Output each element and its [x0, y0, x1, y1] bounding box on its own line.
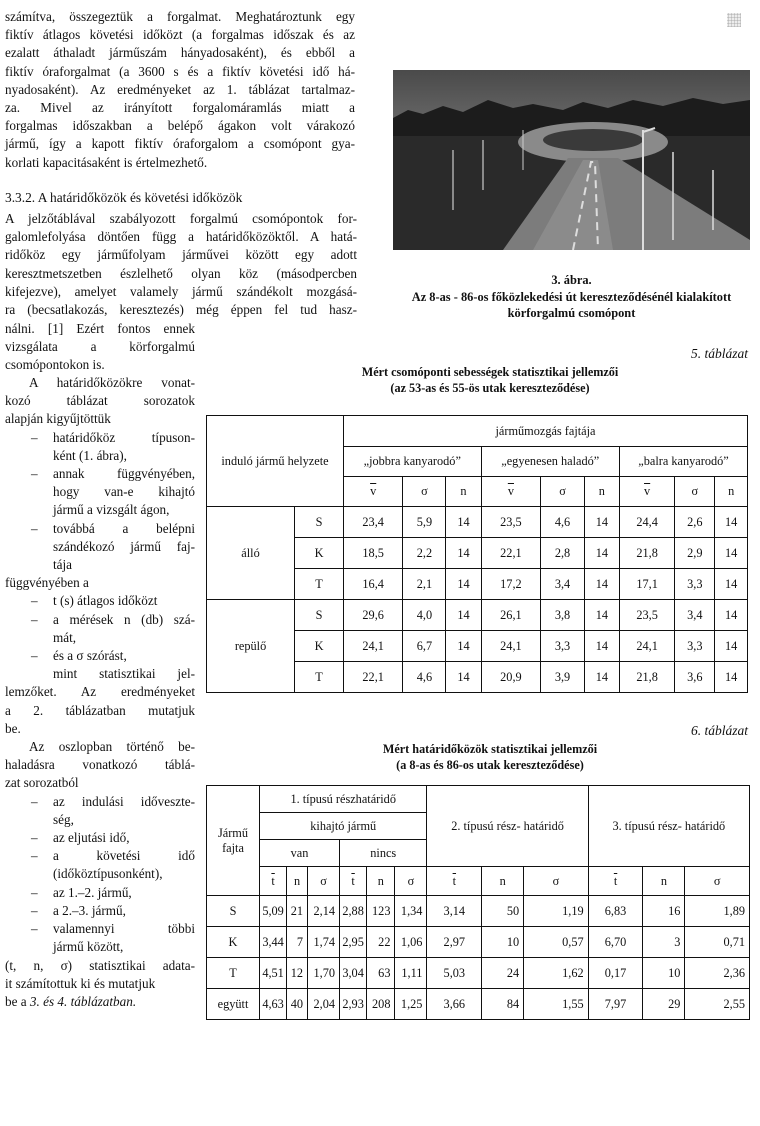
lc-item3-text: az 1.–2. jármű, [53, 884, 132, 900]
list-dash: – [31, 830, 38, 846]
table5-cell: 21,8 [620, 538, 675, 569]
table6-type1: 1. típusú részhatáridő [260, 786, 427, 813]
table5-cell: 21,8 [620, 662, 675, 693]
lc-para2: lemzőket. Az eredményeket [5, 684, 195, 700]
table6-cell: 84 [482, 989, 524, 1020]
lc-item1 [5, 520, 195, 538]
table5-row-code: T [295, 662, 344, 693]
table5-cell: 24,1 [620, 631, 675, 662]
table5-cell: 17,1 [620, 569, 675, 600]
lc-item2 [5, 647, 195, 665]
table6-cell: 16 [643, 896, 685, 927]
section-narrow-line: vizsgálata a körforgalmú [5, 339, 195, 355]
table5-cell: 14 [584, 600, 619, 631]
table5-row-code: T [295, 569, 344, 600]
table5-cell: 23,4 [344, 507, 403, 538]
lc-item3-text: az indulási időveszte- [53, 793, 195, 809]
table5-sub-label: σ [675, 477, 715, 507]
table6-sub-label: n [367, 867, 395, 896]
table6-cell: 2,36 [685, 958, 750, 989]
section-narrow-line: nálni. [1] Ezért fontos ennek [5, 321, 195, 336]
left-column-text [5, 374, 195, 1011]
table6-cell: 6,70 [588, 927, 643, 958]
lc-final: it számítottuk ki és mutatjuk [5, 975, 156, 991]
lc-item1-text: annak függvényében, [53, 466, 195, 482]
table5-cell: 26,1 [481, 600, 541, 631]
table-row [207, 927, 750, 958]
table6-cell: 0,17 [588, 958, 643, 989]
lc-final: (t, n, σ) statisztikai adata- [5, 957, 195, 973]
figure-caption-line1: Az 8-as - 86-os főközlekedési út kereszteződésénél kialakított [411, 289, 732, 304]
table5-cell: 24,1 [344, 631, 403, 662]
lc-item2 [5, 611, 195, 629]
table6-sub-label: $\overline{t}$ [260, 867, 287, 896]
lc-para2: mint statisztikai jel- [53, 666, 195, 682]
section-line: galomlefolyása döntően függ a határidőközöktől. A hatá- [5, 229, 357, 245]
table5-row-code: K [295, 538, 344, 569]
lc-item1-text: ként (1. ábra), [53, 447, 127, 463]
list-dash: – [31, 921, 38, 937]
section-line: kifejezve), amelyet valamely jármű szándékolt mozgásá- [5, 283, 357, 299]
table5-cell: 2,8 [541, 538, 584, 569]
list-dash: – [31, 793, 38, 809]
table5-cell: 14 [446, 600, 481, 631]
table6-header-row1 [207, 786, 750, 813]
table6 [206, 785, 750, 1020]
table6-row-code: T [207, 958, 260, 989]
lc-item1 [5, 538, 195, 556]
table5-cell: 14 [446, 507, 481, 538]
table5-cell: 2,1 [403, 569, 446, 600]
table5-cell: 14 [584, 538, 619, 569]
section-heading: 3.3.2. A határidőközök és követési időközök [5, 190, 243, 205]
table5-cell: 14 [584, 569, 619, 600]
table5-cell: 2,2 [403, 538, 446, 569]
table6-cell: 1,34 [395, 896, 427, 927]
table6-cell: 22 [367, 927, 395, 958]
table6-cell: 1,89 [685, 896, 750, 927]
table5-cell: 14 [715, 662, 748, 693]
list-dash: – [31, 520, 38, 536]
table6-number: 6. táblázat [690, 723, 748, 738]
table-row [207, 958, 750, 989]
table6-sub-label: $\overline{t}$ [427, 867, 482, 896]
table5-cell: 3,3 [675, 569, 715, 600]
lc-final-italic: 3. és 4. táblázatban. [29, 993, 137, 1009]
section-line: ra (becsatlakozás, keresztezés) még éppen fel tud hasz- [5, 302, 357, 318]
lc-item1-text: tája [53, 557, 73, 573]
table5-block-label: repülő [207, 600, 295, 693]
table5-cell: 23,5 [481, 507, 541, 538]
table6-cell: 1,25 [395, 989, 427, 1020]
lc-item3-text: valamennyi többi [53, 921, 195, 937]
list-dash: – [31, 466, 38, 482]
table6-row-code: S [207, 896, 260, 927]
table5-cell: 3,9 [541, 662, 584, 693]
list-dash: – [31, 648, 38, 664]
table5-number: 5. táblázat [690, 346, 748, 361]
lc-para2: be. [5, 720, 21, 736]
table5-header-row [207, 416, 748, 447]
table-row [207, 507, 748, 538]
section-line: A jelzőtáblával szabályozott forgalmú csomópontok for- [5, 211, 357, 226]
table5-cell: 4,6 [403, 662, 446, 693]
lc-item3 [5, 884, 195, 902]
table6-cell: 0,57 [524, 927, 588, 958]
table6-type2: 2. típusú rész- határidő [427, 786, 588, 867]
lc-item3-text: (időköztípusonként), [53, 866, 163, 882]
table6-cell: 10 [482, 927, 524, 958]
table5-cell: 18,5 [344, 538, 403, 569]
lc-item3 [5, 938, 195, 956]
table5-cell: 24,4 [620, 507, 675, 538]
table6-row-code: K [207, 927, 260, 958]
table6-sub-label: $\overline{t}$ [340, 867, 367, 896]
table5-title-line2: (az 53-as és 55-ös utak kereszteződése) [390, 381, 590, 395]
intro-line: nyadosaként). Az eredményeket az 1. táblázat tartalmaz- [5, 81, 355, 97]
table6-cell: 7,97 [588, 989, 643, 1020]
table5-title-line1: Mért csomóponti sebességek statisztikai jellemzői [361, 365, 619, 379]
lc-item1 [5, 483, 195, 501]
table5-cell: 14 [715, 631, 748, 662]
table6-cell: 2,95 [340, 927, 367, 958]
table6-type3: 3. típusú rész- határidő [588, 786, 749, 867]
table5-sub-label: n [715, 477, 748, 507]
table5-row-code: S [295, 600, 344, 631]
table6-cell: 29 [643, 989, 685, 1020]
lc-item2-text: a mérések n (db) szá- [53, 611, 195, 627]
table6-cell: 3,44 [260, 927, 287, 958]
lc-item2-text: és a σ szórást, [53, 648, 127, 664]
intro-line: fiktív átlagos követési időközt (a forgalmas időszak és az [5, 27, 355, 43]
list-dash: – [31, 611, 38, 627]
table6-cell: 3,66 [427, 989, 482, 1020]
list-dash: – [31, 593, 38, 609]
lc-item3 [5, 829, 195, 847]
table6-sub-label: n [482, 867, 524, 896]
table6-cell: 123 [367, 896, 395, 927]
table6-cell: 1,74 [308, 927, 340, 958]
table5-cell: 2,9 [675, 538, 715, 569]
table5-cell: 6,7 [403, 631, 446, 662]
table5-cell: 14 [715, 600, 748, 631]
table5-cell: 3,3 [675, 631, 715, 662]
table6-sub-label: σ [395, 867, 427, 896]
table5-cell: 14 [446, 662, 481, 693]
lc-final-last [5, 993, 195, 1011]
section-narrow-line: csomópontokon is. [5, 357, 105, 373]
table6-nincs: nincs [340, 840, 427, 867]
list-dash: – [31, 429, 38, 445]
intro-paragraph [5, 8, 355, 172]
lc-item1 [5, 429, 195, 447]
table6-sub-label: $\overline{t}$ [588, 867, 643, 896]
lc-para3: haladásra vonatkozó táblá- [5, 757, 195, 773]
table6-cell: 2,93 [340, 989, 367, 1020]
figure-number: 3. ábra. [551, 273, 592, 287]
lc-para1: alapján kigyűjtöttük [5, 411, 111, 427]
table5-cell: 14 [584, 631, 619, 662]
table5-cell: 14 [715, 538, 748, 569]
table6-sub-label: σ [308, 867, 340, 896]
table6-cell: 4,63 [260, 989, 287, 1020]
table-row [207, 600, 748, 631]
table6-cell: 3 [643, 927, 685, 958]
table5 [206, 415, 748, 693]
intro-line: jármű, így a kapott fiktív óraforgalom a csomópont gya- [5, 136, 355, 152]
table6-cell: 208 [367, 989, 395, 1020]
table5-cell: 14 [446, 538, 481, 569]
lc-para1: A határidőközökre vonat- [29, 375, 195, 390]
table5-sub-label: n [446, 477, 481, 507]
table5-cell: 3,8 [541, 600, 584, 631]
lc-item1 [5, 447, 195, 465]
table5-block-label: álló [207, 507, 295, 600]
list-dash: – [31, 884, 38, 900]
table5-cell: 20,9 [481, 662, 541, 693]
table6-title [290, 741, 690, 773]
section-line: keresztmetszetben észlelhető olyan köz (másodpercben [5, 265, 357, 281]
table5-row-code: S [295, 507, 344, 538]
section-paragraph [5, 210, 357, 319]
roundabout-photo [393, 70, 750, 250]
table6-row-code: együtt [207, 989, 260, 1020]
table5-cell: 14 [715, 569, 748, 600]
lc-item3-text: jármű között, [53, 939, 124, 955]
table5-row-code: K [295, 631, 344, 662]
table6-sub-label: n [287, 867, 308, 896]
table6-title-line2: (a 8-as és 86-os utak kereszteződése) [396, 758, 584, 772]
lc-item3 [5, 793, 195, 811]
intro-line: számítva, összegeztük a forgalmat. Meghatároztunk egy [5, 9, 355, 24]
table6-cell: 2,97 [427, 927, 482, 958]
intro-line: fiktív óraforgalmat (a 3600 s és a fiktív követési idő há- [5, 63, 355, 79]
table5-cell: 14 [715, 507, 748, 538]
corner-dots [727, 13, 741, 27]
table5-cell: 22,1 [344, 662, 403, 693]
table5-cell: 16,4 [344, 569, 403, 600]
table6-cell: 3,04 [340, 958, 367, 989]
section-line: ridőköz egy járműfolyam járművei között egy adott [5, 247, 357, 263]
table6-cell: 40 [287, 989, 308, 1020]
table6-cell: 1,70 [308, 958, 340, 989]
table6-title-line1: Mért határidőközök statisztikai jellemzői [382, 742, 598, 756]
table6-cell: 1,11 [395, 958, 427, 989]
lc-para3: Az oszlopban történő be- [29, 739, 195, 755]
table6-van: van [260, 840, 340, 867]
table6-sub-label: σ [524, 867, 588, 896]
table5-cell: 23,5 [620, 600, 675, 631]
table5-head-left: induló jármű helyzete [207, 416, 344, 507]
table5-cell: 14 [446, 631, 481, 662]
lc-item1-text: jármű a vizsgált ágon, [53, 502, 170, 518]
table6-cell: 3,14 [427, 896, 482, 927]
table6-cell: 12 [287, 958, 308, 989]
lc-item3 [5, 865, 195, 883]
table6-cell: 2,55 [685, 989, 750, 1020]
lc-item2-text: mát, [53, 629, 77, 645]
intro-line: korlati kapacitásaként is értelmezhető. [5, 154, 208, 170]
table5-cell: 29,6 [344, 600, 403, 631]
table6-subs-row [207, 867, 750, 896]
lc-item1-text: határidőköz típuson- [53, 429, 195, 445]
lc-item3-text: ség, [53, 811, 74, 827]
lc-item2-text: t (s) átlagos időközt [53, 593, 158, 609]
table6-head-left: Jármű fajta [207, 786, 260, 896]
lc-item3 [5, 920, 195, 938]
table-row [207, 896, 750, 927]
lc-item3-text: az eljutási idő, [53, 830, 130, 846]
table6-cell: 10 [643, 958, 685, 989]
lc-item1 [5, 501, 195, 519]
table6-sub-label: σ [685, 867, 750, 896]
table5-cell: 3,6 [675, 662, 715, 693]
table6-cell: 5,09 [260, 896, 287, 927]
table6-cell: 24 [482, 958, 524, 989]
table5-cell: 4,6 [541, 507, 584, 538]
table5-cell: 4,0 [403, 600, 446, 631]
table5-cell: 14 [584, 662, 619, 693]
lc-item3 [5, 847, 195, 865]
table6-kihajto: kihajtó jármű [260, 813, 427, 840]
table5-sub-label: σ [541, 477, 584, 507]
lc-item1-text: hogy van-e kihajtó [53, 484, 195, 500]
lc-para2: a 2. táblázatban mutatjuk [5, 702, 195, 718]
table6-cell: 21 [287, 896, 308, 927]
table6-cell: 6,83 [588, 896, 643, 927]
lc-item1 [5, 465, 195, 483]
table5-cell: 3,3 [541, 631, 584, 662]
table5-sub-label: n [584, 477, 619, 507]
list-dash: – [31, 902, 38, 918]
table5-cell: 3,4 [675, 600, 715, 631]
lc-item1-text: szándékozó jármű faj- [53, 538, 195, 554]
lc-final-prefix: be a [5, 993, 30, 1009]
list-dash: – [31, 848, 38, 864]
table6-cell: 50 [482, 896, 524, 927]
lc-mid: függvényében a [5, 575, 89, 591]
table6-cell: 2,88 [340, 896, 367, 927]
lc-item3 [5, 902, 195, 920]
lc-item1 [5, 556, 195, 574]
figure-caption [393, 272, 750, 322]
table5-cell: 3,4 [541, 569, 584, 600]
table5-group-label: „egyenesen haladó” [481, 447, 619, 477]
table5-sub-label: σ [403, 477, 446, 507]
table5-group-label: „jobbra kanyarodó” [344, 447, 482, 477]
table5-sub-label: $\overline{v}$ [620, 477, 675, 507]
lc-item2 [5, 592, 195, 610]
intro-line: ezalatt áthaladt járműszám hányadosaként), és ebből a [5, 45, 355, 61]
table6-cell: 63 [367, 958, 395, 989]
table5-cell: 17,2 [481, 569, 541, 600]
table5-cell: 5,9 [403, 507, 446, 538]
table6-cell: 0,71 [685, 927, 750, 958]
roundabout-photo-art [393, 70, 750, 250]
lc-item2 [5, 629, 195, 647]
table6-cell: 1,06 [395, 927, 427, 958]
lc-item3 [5, 811, 195, 829]
section-paragraph-narrow [5, 320, 195, 375]
lc-item1-text: továbbá a belépni [53, 520, 195, 536]
table5-title [300, 364, 680, 396]
table6-cell: 4,51 [260, 958, 287, 989]
table5-cell: 14 [584, 507, 619, 538]
table5-cell: 22,1 [481, 538, 541, 569]
table5-head-group: járműmozgás fajtája [344, 416, 748, 447]
lc-item3-text: a követési idő [53, 848, 195, 864]
table6-cell: 1,62 [524, 958, 588, 989]
table5-sub-label: $\overline{v}$ [344, 477, 403, 507]
table5-cell: 2,6 [675, 507, 715, 538]
table6-cell: 1,55 [524, 989, 588, 1020]
table6-cell: 1,19 [524, 896, 588, 927]
intro-line: za. Mivel az irányított forgalomáramlás miatt a [5, 100, 355, 116]
lc-para3: zat sorozatból [5, 775, 79, 791]
table6-cell: 2,14 [308, 896, 340, 927]
table5-cell: 24,1 [481, 631, 541, 662]
table5-group-label: „balra kanyarodó” [620, 447, 748, 477]
intro-line: forgalmas időszakban a belépő ágakon volt várakozó [5, 118, 355, 134]
table-row [207, 989, 750, 1020]
table5-sub-label: $\overline{v}$ [481, 477, 541, 507]
lc-para1: kozó táblázat sorozatok [5, 393, 195, 409]
figure-caption-line2: körforgalmú csomópont [507, 306, 636, 320]
lc-item3-text: a 2.–3. jármű, [53, 902, 126, 918]
table6-cell: 7 [287, 927, 308, 958]
table5-cell: 14 [446, 569, 481, 600]
table6-cell: 2,04 [308, 989, 340, 1020]
table6-cell: 5,03 [427, 958, 482, 989]
table6-sub-label: n [643, 867, 685, 896]
